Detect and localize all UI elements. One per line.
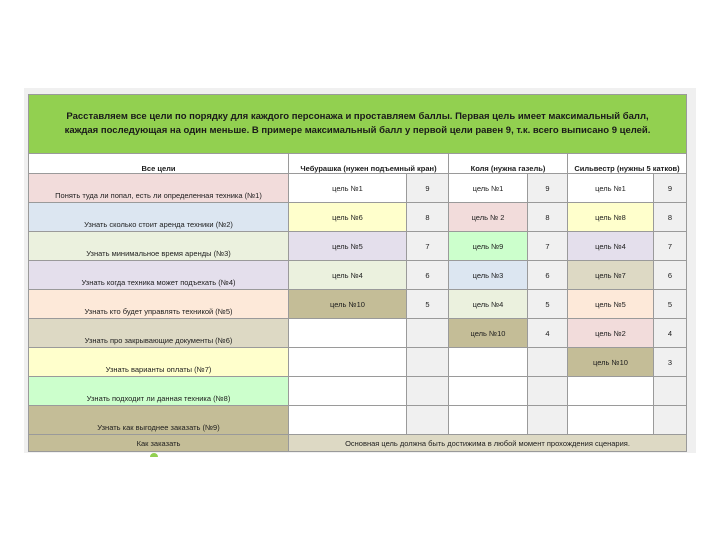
kolya-score-cell: 5: [528, 290, 568, 319]
footer-row: [29, 435, 687, 452]
cheburashka-goal-cell: цель №6: [289, 203, 407, 232]
cheburashka-goal-cell: цель №10: [289, 290, 407, 319]
goal-cell: Узнать как выгоднее заказать (№9): [29, 406, 289, 435]
footer-goal-cell: Как заказать: [29, 435, 289, 452]
table-row: [29, 290, 687, 319]
sylvester-goal-cell: цель №10: [568, 348, 654, 377]
kolya-score-cell: [528, 348, 568, 377]
sylvester-score-cell: 9: [654, 174, 687, 203]
table-row: [29, 232, 687, 261]
sylvester-goal-cell: цель №1: [568, 174, 654, 203]
goals-table: [28, 94, 687, 452]
slide-background: [24, 88, 696, 453]
sylvester-goal-cell: цель №7: [568, 261, 654, 290]
cheburashka-score-cell: 9: [407, 174, 449, 203]
goal-cell: Узнать сколько стоит аренда техники (№2): [29, 203, 289, 232]
cheburashka-score-cell: [407, 348, 449, 377]
table-row: [29, 406, 687, 435]
cheburashka-goal-cell: [289, 348, 407, 377]
kolya-goal-cell: цель №10: [449, 319, 528, 348]
kolya-goal-cell: [449, 348, 528, 377]
spreadsheet: [28, 94, 686, 452]
table-row: [29, 348, 687, 377]
kolya-goal-cell: цель №1: [449, 174, 528, 203]
sylvester-score-cell: 6: [654, 261, 687, 290]
kolya-goal-cell: цель №3: [449, 261, 528, 290]
goal-cell: Узнать варианты оплаты (№7): [29, 348, 289, 377]
cheburashka-goal-cell: [289, 319, 407, 348]
sylvester-score-cell: [654, 406, 687, 435]
goal-cell: Понять туда ли попал, есть ли определенная техника (№1): [29, 174, 289, 203]
goal-cell: Узнать когда техника может подъехать (№4): [29, 261, 289, 290]
table-row: [29, 319, 687, 348]
sylvester-goal-cell: цель №8: [568, 203, 654, 232]
cheburashka-score-cell: 5: [407, 290, 449, 319]
goals-rows: [29, 174, 687, 435]
sylvester-goal-cell: цель №5: [568, 290, 654, 319]
cheburashka-goal-cell: цель №5: [289, 232, 407, 261]
footer-note-cell: Основная цель должна быть достижима в любой момент прохождения сценария.: [289, 435, 687, 452]
column-sylvester: Сильвестр (нужны 5 катков): [568, 154, 687, 174]
goal-cell: Узнать про закрывающие документы (№6): [29, 319, 289, 348]
kolya-score-cell: [528, 406, 568, 435]
kolya-goal-cell: [449, 377, 528, 406]
sylvester-score-cell: 8: [654, 203, 687, 232]
cheburashka-score-cell: 6: [407, 261, 449, 290]
column-all-goals: Все цели: [29, 154, 289, 174]
cheburashka-score-cell: [407, 319, 449, 348]
kolya-score-cell: 6: [528, 261, 568, 290]
cheburashka-goal-cell: [289, 406, 407, 435]
cheburashka-score-cell: 7: [407, 232, 449, 261]
goal-cell: Узнать минимальное время аренды (№3): [29, 232, 289, 261]
sylvester-score-cell: 4: [654, 319, 687, 348]
sylvester-goal-cell: [568, 406, 654, 435]
cheburashka-score-cell: [407, 377, 449, 406]
kolya-goal-cell: цель №4: [449, 290, 528, 319]
kolya-score-cell: 8: [528, 203, 568, 232]
sylvester-score-cell: 3: [654, 348, 687, 377]
table-row: [29, 261, 687, 290]
kolya-goal-cell: [449, 406, 528, 435]
cheburashka-goal-cell: цель №1: [289, 174, 407, 203]
table-row: [29, 203, 687, 232]
sylvester-score-cell: 7: [654, 232, 687, 261]
column-kolya: Коля (нужна газель): [449, 154, 568, 174]
cheburashka-goal-cell: [289, 377, 407, 406]
kolya-goal-cell: цель № 2: [449, 203, 528, 232]
decorative-dot: [150, 453, 158, 457]
column-header-row: [29, 154, 687, 174]
kolya-score-cell: 7: [528, 232, 568, 261]
table-row: [29, 174, 687, 203]
column-cheburashka: Чебурашка (нужен подъемный кран): [289, 154, 449, 174]
cheburashka-score-cell: 8: [407, 203, 449, 232]
table-row: [29, 377, 687, 406]
sylvester-goal-cell: [568, 377, 654, 406]
sylvester-goal-cell: цель №4: [568, 232, 654, 261]
goal-cell: Узнать подходит ли данная техника (№8): [29, 377, 289, 406]
cheburashka-goal-cell: цель №4: [289, 261, 407, 290]
goal-cell: Узнать кто будет управлять техникой (№5): [29, 290, 289, 319]
instructions-header: Расставляем все цели по порядку для каждого персонажа и проставляем баллы. Первая цель имеет максимальный балл, каждая последующая на один меньше. В примере максимальный балл у первой цели равен 9, т.к. всего выписано 9 целей.: [29, 95, 687, 154]
cheburashka-score-cell: [407, 406, 449, 435]
kolya-score-cell: 4: [528, 319, 568, 348]
kolya-score-cell: [528, 377, 568, 406]
sylvester-score-cell: [654, 377, 687, 406]
kolya-goal-cell: цель №9: [449, 232, 528, 261]
sylvester-score-cell: 5: [654, 290, 687, 319]
sylvester-goal-cell: цель №2: [568, 319, 654, 348]
kolya-score-cell: 9: [528, 174, 568, 203]
